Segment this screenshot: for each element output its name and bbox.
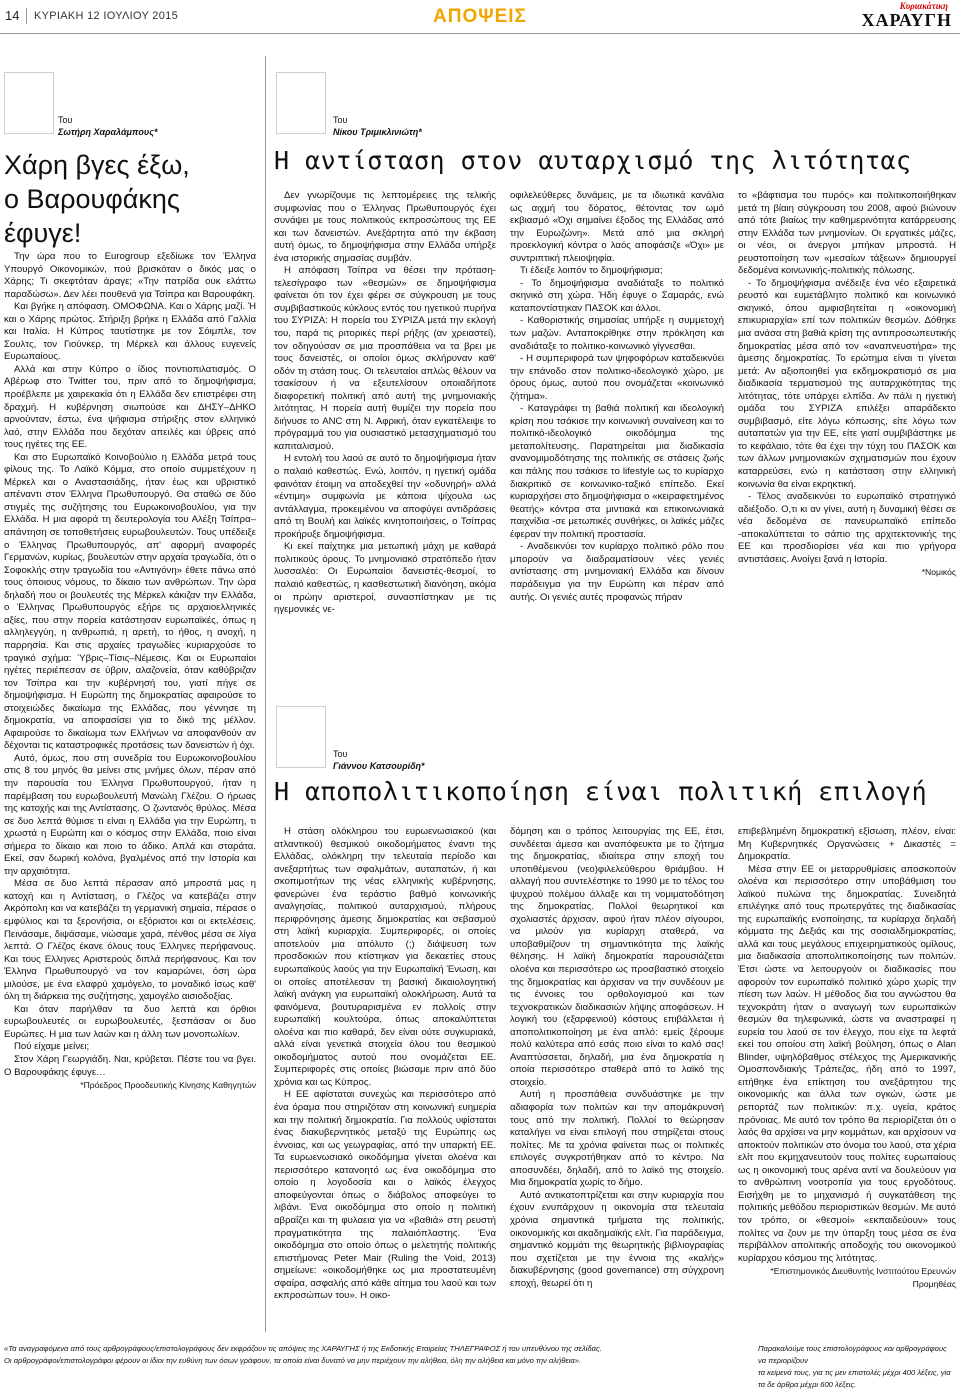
logo-kicker: Κυριακάτικη [899,1,948,11]
paragraph: οφιλελεύθερες δυνάμεις, με τα ιδιωτικά κανάλια ως αιχμή του δόρατος, θέτοντας τον ωμό εκβιασμό «Όχι σημαίνει έξοδος της Ελλάδας από την Ευρωζώνη». Μετά από μια σκληρή προεκλογική κόντρα ο λαός αποφάσιζε «Όχι» με συντριπτική πλειοψηφία. [510,190,724,264]
article3-column-1 [274,826,496,1303]
article2-headline: Η αντίσταση στον αυταρχισμό της λιτότητας [274,146,912,175]
author-name: Σωτήρη Χαραλάμπους* [58,127,158,137]
author-note: *Επιστημονικός Διευθυντής Ινστιτούτου Ερευνών Προμηθέας [770,1266,956,1289]
paragraph: Στον Χάρη Γεωργιάδη. Ναι, κρύβεται. Πέστε του να βγει. Ο Βαρουφάκης έφυγε… [4,1054,256,1078]
paragraph: Και στο Ευρωπαϊκό Κοινοβούλιο η Ελλάδα μετρά τους φίλους της. Το Λαϊκό Κόμμα, στο οποίο συμμετέχουν η Μέρκελ και ο Αναστασιάδης, ήταν έως και υβριστικό απέναντι στον Έλληνα Πρωθυπουργό. Θα σταθώ σε δύο στιγμές της συζήτησης του Ευρωκοινοβουλίου, για την Ελλάδα. Η μια αφορά τη δευτερολογία του Αλέξη Τσίπρα–απάντηση σε τοποθετήσεις ευρωβουλευτών. Τους υπέδειξε ο Έλληνας Πρωθυπουργός, απ' αφορμή αναφορές Γερμανών, κυρίως, βουλευτών στην αρχαία τραγωδία, ότι ο Σοφοκλής στην τραγωδία του «Αντιγόνη» έθετε πάνω από τους όποιους νόμους, το δίκαιο των ανθρώπων. Την ώρα δηλαδή που οι βουλευτές της Μέρκελ κάκιζαν την Ελλάδα, ο Έλληνας Πρωθυπουργός εξήρε τις αρχαιοελληνικές αξίες, που στην πορεία κατάστησαν ευρωπαϊκές, όπως η αλληλεγγύη, η ανθρωπιά, η αρετή, το ήθος, η ανοχή, η παρρησία. Και στις αρχαίες τραγωδίες κυριαρχούσε το τραγικό σχήμα: Ύβρις–Τίσις–Νέμεσις. Και οι Ευρωπαίοι ηγέτες περιέπεσαν σε ύβριν, αλαζονεία, όταν καθύβριζαν τον Τσίπρα και την κυβέρνησή του, γιατί πήγε σε δημοψήφισμα. Η Ευρώπη της δημοκρατίας αφαιρούσε το στοιχειώδες δικαίωμα της Ελλάδας, που γέννησε τη δημοκρατία, να αποφασίσει για το δικό της μέλλον. Αφαιρούσε το δικαίωμα των Ελλήνων να αποφανθούν αν δέχονται τις καταστροφικές προτάσεις των δανειστών ή όχι. [4,451,256,752]
paragraph: Η εντολή του λαού σε αυτό το δημοψήφισμα ήταν ο παλαιό καθεστώς. Ενώ, λοιπόν, η ηγετική ομάδα φαινόταν έτοιμη να αποδεχθεί την «οδυνηρή» αλλά «έντιμη» συμφωνία με κάποια ψίχουλα ως αντάλλαγμα, προκειμένου να αποφύγει αντιδράσεις από τη Βουλή και λαϊκές κινητοποιήσεις, ο Τσίπρας προκήρυξε δημοψήφισμα. [274,453,496,540]
page-number: 14 [5,8,20,23]
byline-prefix: Του [58,115,73,125]
article3-column-3 [738,826,956,1290]
author-name: Γιάννου Κατσουρίδη* [333,761,425,771]
paragraph: επιβεβλημένη δημοκρατική εξίσωση, πλέον, είναι: Μη Κυβερνητικές Οργανώσεις + Δικαστές = Δημοκρατία. [738,826,956,863]
article2-column-1 [274,190,496,617]
paragraph: Αλλά και στην Κύπρο ο ίδιος ποντιοπιλατισμός. Ο Αβέρωφ στο Twitter του, πριν από το δημοψήφισμα, προέβλεπε με χαιρεκακία ότι η Ελλάδα δεν επιστρέφει στη δραχμή. Η κυβέρνηση σιωπούσε και ΔΗΣΥ–ΔΗΚΟ αρνούνταν, έστω, ένα ψήφισμα στήριξης στον ελληνικό λαό, στην Ελλάδα που δεχόταν απειλές και ύβρεις από τους ηγέτες της ΕΕ. [4,363,256,451]
author-photo-trimikliniotis [276,72,326,134]
section-title: ΑΠΟΨΕΙΣ [433,6,527,27]
disclaimer-line: «Τα αναγραφόμενα από τους αρθρογράφους/επιστολογράφους δεν εκφράζουν τις απόψεις της ΧΑΡΑΥΓΗΣ ή της Εκδοτικής Εταιρείας ΤΗΛΕΓΡΑΦΟΣ ή του υπευθύνου της σελίδας. [4,1344,602,1353]
paragraph: Αυτή η προσπάθεια συνδυάστηκε με την αδιαφορία των πολιτών και την απομάκρυνσή τους από την πολιτική. Πολλοί το θεώρησαν καταλήγει να είναι επιλογή που στηρίζεται στους πολίτες. Με τα χρόνια φαίνεται πως οι πολιτικές επιλογές συγκροτήθηκαν από το κέντρο. Να αποσυνδέει, δηλαδή, από το λαϊκό της στοιχείο. Μια δημοκρατία χωρίς το δήμο. [510,1089,724,1189]
page-header [0,0,960,34]
byline-prefix: Του [333,749,348,759]
paragraph: Η απόφαση Τσίπρα να θέσει την πρόταση-τελεσίγραφο των «θεσμών» σε δημοψήφισμα φαίνεται ότι τον έχει φέρει σε σύγκρουση με τους συμβιβαστικούς κύκλους εντός του ηγετικού πυρήνα του ΣΥΡΙΖΑ: Η πορεία του ΣΥΡΙΖΑ μετά την εκλογή του, παρά τις ριτορικές περί ρήξης (αν χρειαστεί), τον οδηγούσαν σε μια προσπάθεια να τα βρει με τους δανειστές, οι οποίοι όμως σκλήρυναν καθ' οδόν τη στάση τους. Οι τελευταίοι απλώς θέλουν να τσακίσουν ή να εξευτελίσουν οποιαδήποτε διαφορετική πολιτική από αυτή της μνημονιακής λιτότητας. Η πορεία αυτή θυμίζει την πορεία που διήνυσε το ANC στη Ν. Αφρική, όταν εγκατέλειψε το πρόγραμμά του για ουσιαστικό μετασχηματισμό του καπιταλισμού. [274,265,496,452]
paragraph: Κι εκεί παίχτηκε μια μετωπική μάχη με καθαρά πολιτικούς όρους. Το μνημονιακό στρατόπεδο ήταν λυσσαλέο: Οι Ευρωπαίοι δανειστές-θεσμοί, το παλαιό καθεστώς, η κασθεστωτική διανόηση, ακόμα οι πρώην αριστεροί, συνασπίστηκαν με τις ηγεμονικές νε- [274,541,496,616]
issue-date: ΚΥΡΙΑΚΗ 12 ΙΟΥΛΙΟΥ 2015 [34,10,178,22]
paragraph: Μέσα σε δυο λεπτά πέρασαν από μπροστά μας η κατοχή και η Αντίσταση, ο Γλέζος να κατεβάζει στην Ακρόπολη και να κατεβάζει τη γερμανική σημαία, πέρασε ο εμφύλιος και τα ξερονήσια, οι εξόριστοι και οι εκτελέσεις. Πεινάσαμε, διψάσαμε, νιώσαμε χαρά, πένθος μέσα σε λίγα λεπτά. Ο Γλέζος έκανε όλους τους Έλληνες περήφανους. Και τους Ελληνες Αριστερούς διπλά περήφανους. Και τον Έλληνα Πρωθυπουργό να τον καμαρώνει, όση ώρα μιλούσε, με ένα ελαφρύ χαμόγελο, το μοναδικό ίσως καθ' όλη τη διάρκεια της συζήτησης, χαμογέλο αισιοδοξίας. [4,878,256,1003]
paragraph: δόμηση και ο τρόπος λειτουργίας της ΕΕ, έτσι, συνδέεται άμεσα και αναπόφευκτα με το ζήτημα της δημοκρατίας, ιδιαίτερα στην εποχή του υποτιθέμενου (νεο)φιλελεύθερου θριάμβου. Η αλλαγή που συντελέστηκε το 1990 με το τέλος του ψυχρού πολέμου άλλαξε και τη νομιματοδότηση της δημοκρατίας. Πολλοί θεωρητικοί και σχολιαστές άρχισαν, αφού ήταν πλέον σίγουροι, να μιλούν για κυρίαρχη σταθερά, να υποβαθμίζουν τη σημαντικότητα της λαϊκής θέλησης. Η λαϊκή δημοκρατία παρουσιάζεται ολοένα και περισσότερο ως προσβαστικό στοιχείο της δημοκρατίας και άρχισαν να την συνδέουν με τις έννοιες του ορθολογισμού και των τεχνοκρατικών διαδικασιών λήψης αποφάσεων. Η λογική του (εξαρφενιού) κόστους επιβάλλεται ή αποπολιτικοποίηση με ένα απλό: εμείς ξέρουμε πολύ καλύτερα από εσάς ποιο είναι το καλό σας! Αναπτύσσεται, δηλαδή, μια ένα δημοκρατία η οποία περισσότερο σταθερά από το λαϊκό της στοιχείο. [510,826,724,1088]
newspaper-logo [842,2,952,30]
paragraph: - Καθοριστικής σημασίας υπήρξε η συμμετοχή των μαζών. Ανταποκρίθηκε στην πρόκληση και αναδιάταξε το πολιτικο-κοινωνικό γίγνεσθαι. [510,315,724,352]
article2-column-2 [510,190,724,604]
paragraph: Η ΕΕ αφίσταται συνεχώς και περισσότερο από ένα όραμα που στηριζόταν στη κοινωνική ευημερία και την πολιτική δημοκρατία. Για πολλούς υφίσταται ένας διακυβερνητικός μεταξύ της Ευρώπης ως έννοιας, και ως γεωγραφίας, από την υπαρκτή ΕΕ. Τα ευρωενωσιακό οικοδόμημα γίνεται ολοένα και περισσότερο κατανοητό ως ένα οικοδόμημα στο οποίο η λογοδοσία και ο λαϊκός έλεγχος αποφεύγονται όπως ο διάβολος αποφεύγει το λιβάνι. Ένα οικοδόμημα στο οποίο η πολιτική αβραΐζει και τη φυλαεια για να «βαθιά» στη ρευστή πραγματικότητα της παλαιόπλαστης. Ένα οικοδόμημα στο οποίο όπως ο μελετητής πολιτικής επιστήμονας Peter Mair (Ruling the Void, 2013) σημείωνε: «οικοδομήθηκε ως μια προστατευμένη σφαίρα, ασφαλής από κάθε αίτημα του λαού και των εκπροσώπων του». Η οικο- [274,1089,496,1302]
paragraph: - Καταγράφει τη βαθιά πολιτική και ιδεολογική κρίση που τσάκισε την κοινωνική συναίνεση και το πολιτικό-ιδεολογικό οικοδόμημα της μεταπολίτευσης. Παρατηρείται μια διαδικασία ανανομιμοδότησης της πολιτικής σε στάσεις ζωής και πάλης που τσάκισε το lifestyle ως το κυρίαρχο διακριτικό σε κοινωνικο-ταξικό επίπεδο. Εκεί κυριαρχήσει στο δημοψήφισμα ο «κειραφετημένος θεατής» κόντρα στα μιντιακά και επικοινωνιακά παιχνίδια -σε μετωπικές συνθήκες, οι λαϊκές μάζες έφεραν την πολιτική προστασία. [510,403,724,540]
page-footer [0,1340,960,1389]
paragraph: Αυτό αντικατοπτρίζεται και στην κυριαρχία που έχουν ενυπάρχουν η οικονομία στα τελευταία χρόνια σημαντικά τμήματα της πολιτικής, οικονομικής και ακαδημαϊκής ελίτ. Για παράδειγμα, σημαντικό κομμάτι της θεωρητικής βιβλιογραφίας που σχετίζεται με την έννοια της «καλής» διακυβέρνησης (good governance) στη σύγχρονη εποχή, θεωρεί ότι η [510,1189,724,1289]
author-note: *Νομικός [921,567,956,578]
paragraph: - Η συμπεριφορά των ψηφοφόρων καταδεικνύει την επάνοδο στον πολιτικο-ιδεολογικό χώρο, με όρους όμως, αυτού που ονομάζεται «κοινωνικό ζήτημα». [510,353,724,402]
paragraph: Δεν γνωρίζουμε τις λεπτομέρειες της τελικής συμφωνίας που ο Έλληνας Πρωθυπουργός έχει συνάψει με τους πολιτικούς εκπροσώπους της ΕΕ και των δανειστών. Ανεξάρτητα από την έκβαση αυτή όμως, το δημοψήφισμα στην Ελλάδα υπήρξε ένα ιστορικής σημασίας συμβάν. [274,190,496,264]
paragraph: - Τέλος αναδεικνύει το ευρωπαϊκό στρατηγικό αδιέξοδο. Ο,τι κι αν γίνει, αυτή η δυναμική θέσει σε νέα δεδομένα σε πανευρωπαϊκό επίπεδο -αποκαλύπτεται το σάπιο της αρχιτεκτονικής της ΕΕ και προσδιορίσει νέα και πιο γρήγορα αντιστάσεις. Ανοίγει ξανά η Ιστορία. [738,491,956,565]
byline-article2 [333,114,422,138]
author-photo-charalambous [4,72,54,134]
paragraph: Και βγήκε η απόφαση. ΟΜΟΦΩΝΑ. Και ο Χάρης μαζί. Ή και ο Χάρης πρώτος. Στήριξη βρήκε η Ελλάδα από Γαλλία και Ιταλία. Η Κύπρος ταυτίστηκε με τον Σόιμπλε, τον Σουλτς, τον Γιούνκερ, τη Μέρκελ και άλλους ευγενείς Ευρωπαίους. [4,301,256,363]
submission-line: Παρακαλούμε τους επιστολογράφους και αρθρογράφους να περιορίζουν [758,1344,947,1365]
paragraph: Τι έδειξε λοιπόν το δημοψήφισμα; [520,265,663,277]
submission-note [758,1343,956,1391]
disclaimer [4,1343,742,1367]
paragraph: - Το δημοψήφισμα αναδιάταξε το πολιτικό σκηνικό στη χώρα. Ήδη έφυγε ο Σαμαράς, ενώ καταποντίστηκαν ΠΑΣΟΚ και άλλοι. [510,277,724,314]
byline-article3 [333,748,425,772]
headline-line: ο Βαρουφάκης [4,184,180,214]
author-name: Νίκου Τριμικλινιώτη* [333,127,422,137]
byline-prefix: Του [333,115,348,125]
headline-line: Χάρη βγες έξω, [4,150,190,180]
paragraph: - Αναδεικνύει τον κυρίαρχο πολιτικό ρόλο που μπορούν να διαδραματίσουν νέες γενιές αντίστασης στη μνημονιακή Ελλάδα και δίνουν παράδειγμα για την Ευρώπη και πέραν από αυτής. Οι γενιές αυτές προφανώς πήραν [510,541,724,603]
byline-article1 [58,114,157,138]
paragraph: το «βάφτισμα του πυρός» και πολιτικοποιήθηκαν μετά τη βίαιη σύγκρουση του 2008, αφού βιώνουν από τότε βιαίως την καθημερινότητα κατάρρευσης στην Ελλάδα των μνημονίων. Οι εργατικές μάζες, οι νέοι, οι άνεργοι μπήκαν μπροστά. Η ρευστοποίηση των «μεσαίων τάξεων» δημιουργεί δεδομένα κοινωνικής-πολιτικής πόλωσης. [738,190,956,277]
header-rule [0,33,960,34]
paragraph: - Το δημοψήφισμα ανέδειξε ένα νέο εξαιρετικά ρευστό και ευμετάβλητο πολιτικό και κοινωνικό σκηνικό, όπου αμφισβητείται η «οικονομική επικυριαρχία» επί των πολιτικών θεσμών. Δόθηκε μια ανάσα στη βαθιά κρίση της αντιπροσωπευτικής δημοκρατίας μέσα από τον «αναπνευστήρα» της άμεσης δημοκρατίας. Το ερώτημα είναι τι γίνεται μετά: Αν αξιοποιηθεί για εκδημοκρατισμό σε μια διαδικασία τερματισμού της αυταρχικότητας της λιτότητας, τότε υπάρχει ελπίδα. Αν πάλι η ηγετική ομάδα του ΣΥΡΙΖΑ επιλέξει απαράδεκτο συμβιβασμό, είτε λόγω κόπωσης, είτε λόγω των αυταπατών για την ΕΕ, είτε γιατί συμβιβάστηκε με το κεφάλαιο, τότε θα έχει την τύχη του ΠΑΣΟΚ και των άλλων μνημονιακών σχηματισμών που έχουν καταρρεύσει, ενώ η κατάσταση στην ελληνική κοινωνία θα είναι εκρηκτική. [738,277,956,490]
article3-headline: Η αποπολιτικοποίηση είναι πολιτική επιλογή [274,777,928,806]
submission-line: τα κείμενά τους, για τις μεν επιστολές μέχρι 400 λέξεις, για τα δε άρθρα μέχρι 600 λέξεις. [758,1368,951,1389]
article1-headline [4,148,256,250]
headline-line: έφυγε! [4,218,82,248]
paragraph: Και όταν παρήλθαν τα δυο λεπτά και όρθιοι ευρωβουλευτές οι ευρωβουλευτές, ξεσπάσαν οι δυο Ευρώπες. Η μια των λαών και η άλλη των μονοπωλίων. [4,1003,256,1040]
logo-wordmark: ΧΑΡΑΥΓΗ [861,10,952,30]
paragraph: Αυτό, όμως, που στη συνεδρία του Ευρωκοινοβουλίου στις 8 του μηνός θα μείνει στις μνήμες όλων, πέραν από την παρουσία του Έλληνα Πρωθυπουργού, ήταν η παρέμβαση του ευρωβουλευτή Μανώλη Γλέζου. Ο ήρωας της κατοχής και της Αντίστασης. Ο ζωντανός θρύλος. Μέσα σε δυο λεπτά θύμισε τι είναι η Ελλάδα για την Ευρώπη, τι χρωστά η Ευρώπη και ο κόσμος στην Ελλάδα, ποιο είναι σήμερα το δίκαιο και ποιο το άδικο. Απλά και σταράτα. Εκεί, σαν δωρική κολόνα, βγαλμένος από την Ιστορία και την αρχαιότητα. [4,752,256,877]
disclaimer-line: Οι αρθρογράφοι/επιστολογράφοι φέρουν οι ίδιοι την ευθύνη των όσων γράφουν, τα οποία είναι δυνατό να μην περιέχουν την αλήθεια, όλη την αλήθεια και μόνο την αλήθεια». [4,1356,582,1365]
paragraph: Μέσα στην ΕΕ οι μεταρρυθμίσεις αποσκοπούν ολοένα και περισσότερο στην υποβάθμιση του λαϊκού πυλώνα της δημοκρατίας. Συνειδητά επιλέγηκε από τους πρωτεργάτες της διαδικασίας της ευρωπαϊκής ενοποίησης, τα κυρίαρχα δηλαδή κόμματα της Δεξιάς και της σοσιαλδημοκρατίας, αλλά και τους μεγάλους επιχειρηματικούς ομίλους, μια διαδικασία αποπολιτικοποίησης των πολιτών. Έτσι ώστε να λειτουργούν οι διαδικασίες που αφορούν τον ευρωπαϊκό πολιτικό χώρο χωρίς την πίεση των λαών. Η μέθοδος δια του αγνώστου θα τεχνοκράτη ήταν ο αναγωγή των ευρωπαϊκών θεσμών θα τηλεφωνικά, ώστε να αναστραφεί η ευρεία του λαού σε τον έλεγχο, που είχε τα λεφτά εκεί του οποίου στη λαϊκή βούληση, όπως ο Alan Blinder, υψηλόβαθμος στέλεχος της Αμερικανικής Ομοσπονδιακής Τράπεζας, ήδη από το 1997, ειτήθηκε ένα επίκτηση του ανεξάρτητου της οικονομικής και άλλα των ογκών, ώστε με ρεπορτάζ των πολιτικών: π.χ. υγεία, κράτος πρόνοιας. Με αυτό τον τρόπο θα περιορίζεται ότι ο λαός θα αρχίσει να μην κομμάτων, και αρχίσουν να αποκτούν πολιτικών στο όνομα του λαού, στα χέρια ελίτ που εκμηχανευτούν τους πολίτες ευρωπαίους ως η οικονομική τους αρένα αντί να δουλεύουν για το ανθρώπινη νοοτροπία για τους εργοδότους. Εισήχθη με το μηχανισμό ή συγκατάθεση της πολιτικής μεθόδου περιοριστικών θεσμών. Με αυτό τον τρόπο, οι «θεσμοί» «εκπαιδεύουν» τους πολίτες να ζουν με την ύπαρξη τους μέσα σε ένα περιβάλλον απολιτικής αποδοχής του οικονομικού κυρίαρχου κόσμου της λιτότητας. [738,863,957,1264]
article2-column-3 [738,190,956,579]
column-divider [265,56,266,1332]
article1-body [4,251,256,1092]
paragraph: Πού είχαμε μείνει; [14,1041,90,1053]
author-photo-katsouridis [276,706,326,768]
paragraph: Την ώρα που το Eurogroup εξεδίωκε τον Έλληνα Υπουργό Οικονομικών, πού βρισκόταν ο δικός μας ο Χάρης; Τι σκεφτόταν άραγε; «Την πατρίδα ουκ ελάττω παραδώσω». Δεν λέει πουθενά για Τσίπρα και Βαρουφάκη. [4,251,256,300]
author-note: *Πρόεδρος Προοδευτικής Κίνησης Καθηγητών [80,1080,256,1091]
article3-column-2 [510,826,724,1290]
paragraph: Η στάση ολόκληρου του ευρωενωσιακού (και ατλαντικού) θεσμικού οικοδομήματος έναντι της Ελλάδας, ολόκληρη την τελευταία περίοδο και ανεξαρτήτως των σφαλμάτων, αυταπατών, ή και σκοπιμοτήτων της νέας ελληνικής κυβέρνησης, φανερώνει ένα τεράστιο βαθμό κοινωνικής αναλγησίας, πολιτικού αυταρχισμού, πλήρους περιφρόνησης άμεσης δημοκρατίας και σεβασμού στη λαϊκή κυριαρχία. Συμπεριφορές, οι οποίες αποτελούν μια απόλυτο (;) διάψευση των προσδοκιών που κτίστηκαν για δεκαετίες στους ευρωπαϊκούς λαούς για την Ευρωπαϊκή Ένωση, και οι οποίες αποτέλεσαν τη βασική δικαιολογητική λαϊκή ανάγκη για ευρωπαϊκή ολοκλήρωση. Αυτά τα φαινόμενα, βουτυραρισμένα εν πολλοίς στην ευρωπαϊκή κουλτούρα, όπως αποκαλύπτεται ολοένα και πιο καθαρά, δεν είναι ούτε συγκυριακά, αλλά είναι γενετικά στοιχεία όλου του θεσμικού οικοδομήματος αυτού που ονομάζεται ΕΕ. Συμπεριφορές στις οποίες βιώσαμε πριν από δύο χρόνια και ως Κύπρος. [274,826,496,1088]
